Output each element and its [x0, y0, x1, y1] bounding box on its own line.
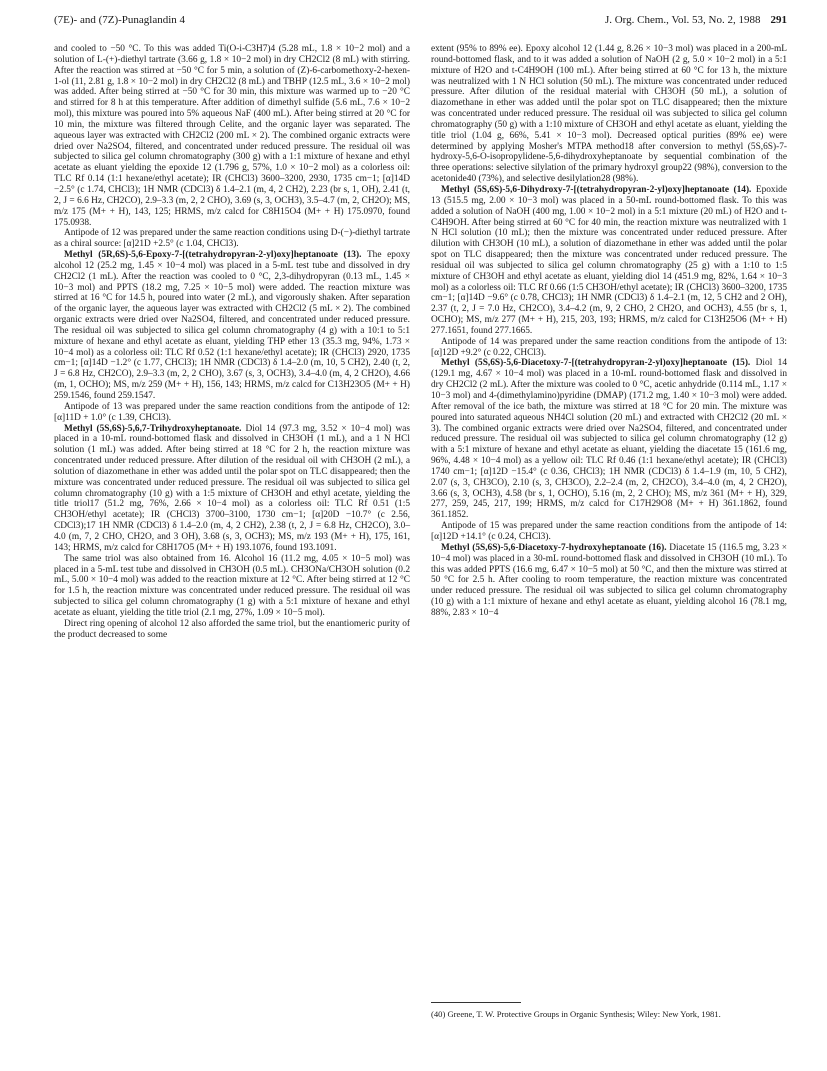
right-column	[431, 44, 787, 619]
compound-heading: Methyl (5S,6S)-5,6-Diacetoxy-7-[(tetrahydropyran-2-yl)oxy]heptanoate (15).	[441, 358, 751, 369]
footnote: (40) Greene, T. W. Protective Groups in Organic Synthesis; Wiley: New York, 1981.	[431, 1009, 721, 1019]
journal-name: J. Org. Chem., Vol. 53, No. 2, 1988	[604, 14, 761, 26]
paragraph	[431, 543, 787, 619]
paragraph-body: The epoxy alcohol 12 (25.2 mg, 1.45 × 10−4 mol) was placed in a 5-mL test tube and dissolved in dry CH2Cl2 (1 mL). After the reaction was cooled to 0 °C, 2,3-dihydropyran (0.13 mL, 1.45 × 10−3 mol) and PPTS (18.2 mg, 7.25 × 10−5 mol) were added. The reaction mixture was stirred at 16 °C for 14.5 h, poured into water (2 mL), and vigorously shaken. After separation of the organic layer, the aqueous layer was extracted with CH2Cl2 (5 mL × 2). The combined organic extracts were dried over Na2SO4, filtered, and concentrated under reduced pressure. The residual oil was subjected to silica gel column chromatography (4 g) with a 10:1 to 5:1 mixture of hexane and ethyl acetate as eluant, yielding THP ether 13 (35.3 mg, 94%, 1.73 × 10−4 mol) as a colorless oil: TLC Rf 0.52 (1:1 hexane/ethyl acetate); IR (CHCl3) 2920, 1735 cm−1; [α]14D −1.2° (c 1.77, CHCl3); 1H NMR (CDCl3) δ 1.4–2.0 (m, 10, 5 CH2), 2.40 (t, 2, J = 6.8 Hz, CH2CO), 2.9–3.3 (m, 2, 2 CHO), 3.67 (s, 3, OCH3), 3.4–4.0 (m, 4, 2 CH2O), 4.66 (m, 1, OCHO); MS, m/z 259 (M+ + H), 156, 143; HRMS, m/z calcd for C13H23O5 (M+ + H) 259.1546, found 259.1547.	[54, 250, 410, 401]
paragraph-body: Epoxide 13 (515.5 mg, 2.00 × 10−3 mol) was placed in a 50-mL round-bottomed flask. To this was added a solution of NaOH (400 mg, 1.00 × 10−2 mol) in a 5:1 mixture (20 mL) of H2O and t-C4H9OH. After being stirred at 60 °C for 40 min, the reaction mixture was neutralized with 1 N HCl solution (10 mL); then the mixture was concentrated under reduced pressure. After dilution with CH3OH (10 mL), a solution of diazomethane in ether was added until the polar spot on TLC disappeared; then the mixture was concentrated under reduced pressure. The residual oil was subjected to silica gel column chromatography (25 g) with a 1:10 to 1:5 mixture of CH3OH and ethyl acetate as eluant, yielding diol 14 (451.9 mg, 82%, 1.64 × 10−3 mol) as a colorless oil: TLC Rf 0.66 (1:5 CH3OH/ethyl acetate); IR (CHCl3) 3600–3200, 1735 cm−1; [α]14D −9.6° (c 0.78, CHCl3); 1H NMR (CDCl3) δ 1.4–2.1 (m, 12, 5 CH2 and 2 OH), 2.37 (t, 2, J = 7.0 Hz, CH2CO), 3.4–4.2 (m, 9, 2 CHO, 2 CH2O, and OCH3), 4.55 (br s, 1, OCHO); MS, m/z 277 (M+ + H), 215, 203, 193; HRMS, m/z calcd for C13H25O6 (M+ + H) 277.1651, found 277.1665.	[431, 184, 787, 336]
paragraph: Antipode of 15 was prepared under the same reaction conditions from the antipode of 14: [α]12D +14.1° (c 0.24, CHCl3).	[431, 521, 787, 542]
paragraph-body: Diol 14 (97.3 mg, 3.52 × 10−4 mol) was placed in a 10-mL round-bottomed flask and dissolved in CH3OH (1 mL), and a 1 N HCl solution (1 mL) was added. After being stirred at 18 °C for 2 h, the reaction mixture was concentrated under reduced pressure. After dilution of the residual oil with CH3OH (2 mL), a solution of diazomethane in ether was added until the polar spot on TLC disappeared; then the mixture was concentrated under reduced pressure. The residual oil was subjected to silica gel column chromatography (10 g) with a 1:5 mixture of CH3OH and ethyl acetate, yielding the title triol17 (51.2 mg, 76%, 2.66 × 10−4 mol) as a colorless oil: TLC Rf 0.51 (1:5 CH3OH/ethyl acetate); IR (CHCl3) 3700–3100, 1730 cm−1; [α]20D −10.7° (c 2.56, CDCl3);17 1H NMR (CDCl3) δ 1.4–2.0 (m, 4, 2 CH2), 2.38 (t, 2, J = 6.8 Hz, CH2CO), 3.0–4.0 (m, 7, 2 CHO, CH2O, and 3 OH), 3.68 (s, 3, OCH3); MS, m/z 193 (M+ + H), 175, 161, 143; HRMS, m/z calcd for C8H17O5 (M+ + H) 193.1076, found 193.1091.	[54, 423, 410, 553]
running-header	[54, 14, 787, 30]
paragraph	[431, 358, 787, 521]
footnote-divider	[431, 1002, 521, 1003]
paragraph: Antipode of 14 was prepared under the same reaction conditions from the antipode of 13: [α]12D +9.2° (c 0.22, CHCl3).	[431, 336, 787, 358]
paragraph: Antipode of 12 was prepared under the same reaction conditions using D-(−)-diethyl tartrate as a chiral source: [α]21D +2.5° (c 1.04, CHCl3).	[54, 228, 410, 250]
paragraph	[54, 424, 410, 554]
paragraph: and cooled to −50 °C. To this was added Ti(O-i-C3H7)4 (5.28 mL, 1.8 × 10−2 mol) and a solution of L-(+)-diethyl tartrate (3.66 g, 1.8 × 10−2 mol) in dry CH2Cl2 (8 mL) with stirring. After the reaction was stirred at −50 °C for 5 min, a solution of (Z)-6-carbomethoxy-2-hexen-1-ol (11, 2.81 g, 1.8 × 10−2 mol) in dry CH2Cl2 (8 mL) and TBHP (12.5 mL, 3.6 × 10−2 mol) was added. After being stirred at −50 °C for 30 min, this mixture was warmed up to −20 °C and stirred for 8 h at this temperature. After addition of dimethyl sulfide (5.6 mL, 7.6 × 10−2 mol), this mixture was poured into 5% aqueous NaF (400 mL). After being stirred at 20 °C for 10 min, the mixture was filtered through Celite, and the organic layer was separated. The aqueous layer was extracted with CH2Cl2 (200 mL × 2). The combined organic extracts were dried over Na2SO4, filtered, and concentrated under reduced pressure. The residual oil was subjected to silica gel column chromatography (300 g) with a 1:1 mixture of hexane and ethyl acetate as eluant yielding the epoxide 12 (1.796 g, 57%, 1.0 × 10−2 mol) as a colorless oil: TLC Rf 0.14 (1:1 hexane/ethyl acetate); IR (CHCl3) 3600–3200, 2930, 1735 cm−1; [α]14D −2.5° (c 1.74, CHCl3); 1H NMR (CDCl3) δ 1.4–2.1 (m, 4, 2 CH2), 2.23 (br s, 1, OH), 2.41 (t, 2, J = 6.6 Hz, CH2CO), 2.9–3.3 (m, 2, 2 CHO), 3.69 (s, 3, OCH3), 3.5–4.7 (m, 2, CH2O); MS, m/z 175 (M+ + H), 143, 125; HRMS, m/z calcd for C8H15O4 (M+ + H) 175.0970, found 175.0938.	[54, 44, 410, 228]
running-title: (7E)- and (7Z)-Punaglandin 4	[54, 14, 186, 26]
paragraph	[54, 250, 410, 402]
compound-heading: Methyl (5S,6S)-5,6-Dihydroxy-7-[(tetrahydropyran-2-yl)oxy]heptanoate (14).	[441, 184, 752, 195]
journal-citation	[605, 14, 787, 26]
left-column	[54, 44, 410, 640]
paragraph-body: Diol 14 (129.1 mg, 4.67 × 10−4 mol) was placed in a 10-mL round-bottomed flask and dissolved in dry CH2Cl2 (2 mL). After the mixture was cooled to 0 °C, acetic anhydride (0.114 mL, 1.17 × 10−3 mol) and 4-(dimethylamino)pyridine (DMAP) (171.2 mg, 1.40 × 10−3 mol) were added. After removal of the ice bath, the mixture was stirred at 18 °C for 20 min. The mixture was poured into saturated aqueous NH4Cl solution (20 mL) and extracted with CH2Cl2 (20 mL × 3). The combined organic extracts were dried over Na2SO4, filtered, and concentrated under reduced pressure. The residual oil was subjected to silica gel column chromatography (12 g) with a 5:1 mixture of hexane and ethyl acetate as eluant, yielding the diacetate 15 (161.6 mg, 96%, 4.48 × 10−4 mol) as a yellow oil: TLC Rf 0.46 (1:1 hexane/ethyl acetate); IR (CHCl3) 1740 cm−1; [α]12D −15.4° (c 0.36, CHCl3); 1H NMR (CDCl3) δ 1.4–1.9 (m, 10, 5 CH2), 2.07 (s, 3, CH3CO), 2.10 (s, 3, CH3CO), 2.2–2.4 (m, 2, CH2CO), 3.4–4.0 (m, 4, 2 CH2O), 3.66 (s, 3, OCH3), 4.58 (br s, 1, OCHO), 5.16 (m, 2, 2 CHO); MS, m/z 361 (M+ + H), 329, 277, 259, 245, 217, 199; HRMS, m/z calcd for C17H29O8 (M+ + H) 361.1862, found 361.1852.	[431, 358, 788, 521]
paragraph	[431, 185, 787, 337]
paragraph: Direct ring opening of alcohol 12 also afforded the same triol, but the enantiomeric purity of the product decreased to some	[54, 618, 410, 640]
paragraph-body: Diacetate 15 (116.5 mg, 3.23 × 10−4 mol) was placed in a 30-mL round-bottomed flask and dissolved in CH3OH (10 mL). To this was added PPTS (16.6 mg, 6.47 × 10−5 mol) at 50 °C, and then the mixture was stirred at 50 °C for 2.5 h. After cooling to room temperature, the reaction mixture was concentrated under reduced pressure. The residual oil was subjected to silica gel column chromatography (10 g) with a 1:1 mixture of hexane and ethyl acetate as eluant, yielding alcohol 16 (78.1 mg, 88%, 2.83 × 10−4	[431, 542, 787, 618]
compound-heading: Methyl (5R,6S)-5,6-Epoxy-7-[(tetrahydropyran-2-yl)oxy]heptanoate (13).	[64, 250, 362, 261]
compound-heading: Methyl (5S,6S)-5,6,7-Trihydroxyheptanoate.	[64, 423, 242, 434]
compound-heading: Methyl (5S,6S)-5,6-Diacetoxy-7-hydroxyheptanoate (16).	[441, 542, 667, 553]
paragraph: Antipode of 13 was prepared under the same reaction conditions from the antipode of 12: [α]11D + 1.0° (c 1.39, CHCl3).	[54, 401, 410, 423]
page-number: 291	[770, 14, 787, 26]
paragraph: The same triol was also obtained from 16. Alcohol 16 (11.2 mg, 4.05 × 10−5 mol) was placed in a 5-mL test tube and dissolved in CH3OH (0.5 mL). CH3ONa/CH3OH solution (0.2 mL, 5.00 × 10−4 mol) was added to the reaction mixture at 12 °C. After being stirred at 12 °C for 1.5 h, the reaction mixture was concentrated under reduced pressure. The residual oil was subjected to silica gel column chromatography (1 g) with a 5:1 mixture of hexane and ethyl acetate as eluant, yielding the title triol (2.1 mg, 27%, 1.09 × 10−5 mol).	[54, 553, 410, 618]
paragraph: extent (95% to 89% ee). Epoxy alcohol 12 (1.44 g, 8.26 × 10−3 mol) was placed in a 200-mL round-bottomed flask, and to it was added a solution of NaOH (2 g, 5.0 × 10−2 mol) in a 5:1 mixture of H2O and t-C4H9OH (100 mL). After being stirred at 60 °C for 13 h, the mixture was neutralized with 1 N HCl solution (50 mL). The mixture was concentrated under reduced pressure. After dilution of the residual material with CH3OH (50 mL), a solution of diazomethane in ether was added until the polar spot on TLC disappeared; then the mixture was concentrated under reduced pressure. The residual oil was subjected to silica gel column chromatography (50 g) with a 1:10 mixture of CH3OH and ethyl acetate as eluant, yielding the title triol (1.04 g, 66%, 5.41 × 10−3 mol). Decreased optical purities (89% ee) were determined by applying Mosher's MTPA method18 after conversion to methyl (5S,6S)-7-hydroxy-5,6-O-isopropylidene-5,6-dihydroxyheptanoate by sequential combination of the three operations: selective silylation of the primary hydroxyl group22 (98%), conversion to the acetonide40 (73%), and selective desilylation28 (98%).	[431, 44, 787, 185]
